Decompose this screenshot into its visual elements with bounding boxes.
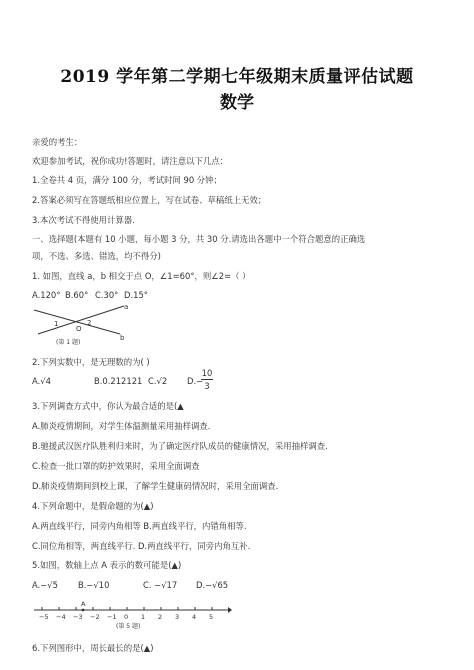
number-line-tick-label: −2 (90, 613, 100, 621)
q1-option-a: A.120° (32, 290, 61, 300)
q3-option-a: A.肺炎疫情期间，对学生体温测量采用抽样调查. (32, 421, 211, 431)
number-line-tick-label: 0 (124, 613, 129, 621)
fraction-numerator: 10 (201, 368, 213, 378)
point-a-label: A (81, 600, 86, 608)
note-1: 1.全卷共 4 页，满分 100 分，考试时间 90 分钟； (32, 175, 222, 185)
q4-options-ab: A.两直线平行，同旁内角相等 B.两直线平行，内错角相等. (32, 521, 247, 531)
question-4: 4.下列命题中，是假命题的为(▲) (32, 501, 154, 511)
point-a (82, 609, 85, 612)
number-line-tick-label: 4 (192, 613, 197, 621)
q1-option-b: B.60° (65, 290, 89, 300)
number-line-tick-label: −3 (73, 613, 83, 621)
q4-options-cd: C.同位角相等，两直线平行. D.两直线平行，同旁内角互补. (32, 541, 251, 551)
q1-figure (32, 300, 132, 346)
q5-option-b: B.−√10 (78, 580, 110, 590)
q2-option-d-prefix: D.− (187, 376, 204, 386)
q2-option-c: C.√2 (148, 376, 168, 386)
q2-option-b: B.0.212121 (94, 376, 143, 386)
question-1: 1. 如图，直线 a，b 相交于点 O，∠1=60°，则∠2=（ ） (32, 271, 251, 281)
angle-1-label: 1 (54, 320, 59, 328)
question-3: 3.下列调查方式中，你认为最合适的是(▲ (32, 401, 184, 411)
q3-option-c: C.检查一批口罩的防护效果时，采用全面调查 (32, 461, 200, 471)
number-line-tick-label: 2 (158, 613, 163, 621)
number-line-tick-label: 5 (209, 613, 214, 621)
number-line-arrow (228, 607, 232, 613)
angle-2-label: 2 (87, 319, 92, 327)
note-2: 2.答案必须写在答题纸相应位置上，写在试卷、草稿纸上无效； (32, 195, 267, 205)
point-o-label: O (76, 325, 82, 333)
q1-option-d: D.15° (124, 290, 148, 300)
number-line-tick-label: 1 (141, 613, 146, 621)
q1-figure-caption: (第 1 题) (56, 339, 81, 346)
section-heading: 一、选择题(本题有 10 小题，每小题 3 分，共 30 分.请选出各题中一个符合题意的正确选 (32, 234, 366, 244)
question-6: 6.下列图形中，周长最长的是(▲) (32, 643, 154, 653)
q5-option-d: D.−√65 (196, 580, 229, 590)
fraction-denominator: 3 (204, 381, 210, 391)
q3-option-b: B.驰援武汉医疗队胜利归来时，为了确定医疗队成员的健康情况，采用抽样调查. (32, 441, 328, 451)
fraction-bar (201, 379, 213, 380)
q5-option-a: A.−√5 (32, 580, 58, 590)
number-line-tick-label: 3 (175, 613, 180, 621)
question-5: 5.如图，数轴上点 A 表示的数可能是(▲) (32, 560, 182, 570)
number-line-tick-label: −4 (56, 613, 66, 621)
q1-option-c: C.30° (95, 290, 119, 300)
line-b-label: b (120, 334, 125, 342)
exam-title: 2019 学年第二学期七年级期末质量评估试题 (60, 67, 414, 87)
q3-option-d: D.肺炎疫情期间到校上课，了解学生健康码情况时，采用全面调查. (32, 481, 279, 491)
greeting: 亲爱的考生： (32, 137, 83, 147)
question-2: 2.下列实数中，是无理数的为( ) (32, 357, 150, 367)
q5-number-line (32, 594, 232, 630)
q2-option-a: A.√4 (32, 376, 51, 386)
welcome-text: 欢迎参加考试，祝你成功!答题时，请注意以下几点： (32, 156, 228, 166)
note-3: 3.本次考试不得使用计算器. (32, 215, 135, 225)
line-a-label: a (124, 303, 129, 311)
q2-option-d-fraction (201, 368, 213, 391)
section-heading-cont: 项，不选、多选、错选，均不得分) (32, 251, 161, 261)
q5-option-c: C. −√17 (143, 580, 178, 590)
number-line-tick-label: −1 (107, 613, 117, 621)
q5-figure-caption: (第 5 题) (116, 623, 141, 630)
number-line-tick-label: −5 (39, 613, 49, 621)
exam-subject: 数学 (220, 93, 254, 113)
